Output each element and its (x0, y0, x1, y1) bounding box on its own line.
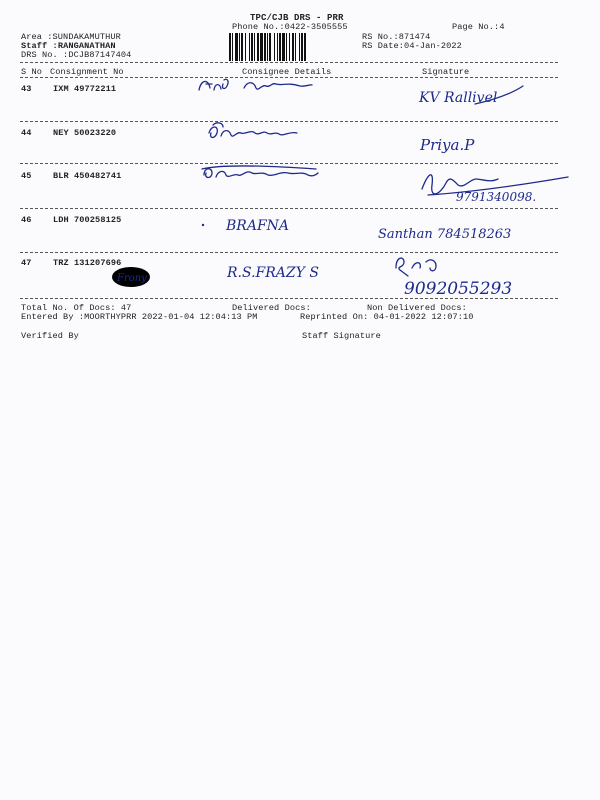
barcode-bar (251, 33, 253, 61)
area-field: Area :SUNDAKAMUTHUR (21, 32, 121, 42)
barcode-bar (299, 33, 300, 61)
consignee-handwriting (196, 74, 316, 96)
barcode-bar (257, 33, 259, 61)
row-consignment: NEY 50023220 (53, 128, 117, 138)
barcode-bar (229, 33, 231, 61)
stamp-mark (110, 262, 156, 290)
barcode-bar (260, 33, 263, 61)
staff-name: RANGANATHAN (57, 41, 116, 51)
signature-text: Priya.P (420, 136, 475, 154)
drs-number: DRS No. :DCJB87147404 (21, 50, 132, 60)
consignee-name: R.S.FRAZY S (227, 265, 319, 281)
divider (20, 62, 558, 63)
signature-text: Santhan 784518263 (378, 227, 512, 242)
barcode-bar (235, 33, 238, 61)
signature-handwriting (374, 216, 574, 250)
row-consignment: BLR 450482741 (53, 171, 122, 181)
barcode-bar (282, 33, 285, 61)
barcode-bar (239, 33, 240, 61)
consignee-name: BRAFNA (226, 218, 290, 234)
column-header-sno: S No (21, 67, 43, 77)
rs-number: RS No.:871474 (362, 32, 431, 42)
column-header-consignment: Consignment No (50, 67, 124, 77)
row-sno: 47 (21, 258, 32, 268)
barcode-bar (269, 33, 271, 61)
entered-by: Entered By :MOORTHYPRR 2022-01-04 12:04:13 PM (21, 312, 258, 322)
consignee-handwriting (225, 255, 365, 285)
consignee-handwriting (198, 161, 324, 185)
phone-number: Phone No.:0422-3505555 (232, 22, 348, 32)
column-header-consignee: Consignee Details (242, 67, 332, 77)
barcode-bar (289, 33, 290, 61)
barcode-bar (267, 33, 268, 61)
signature-handwriting (418, 125, 498, 161)
delivered-docs: Delivered Docs: (232, 303, 311, 313)
barcode-bar (301, 33, 303, 61)
barcode-bar (279, 33, 281, 61)
barcode-bar (249, 33, 250, 61)
reprinted-on: Reprinted On: 04-01-2022 12:07:10 (300, 312, 474, 322)
verified-by: Verified By (21, 331, 79, 341)
barcode-bar (241, 33, 243, 61)
consignee-handwriting (200, 209, 320, 237)
barcode-bar (286, 33, 287, 61)
row-divider (20, 298, 558, 299)
barcode-bar (292, 33, 294, 61)
total-docs: Total No. Of Docs: 47 (21, 303, 132, 313)
barcode-bar (245, 33, 246, 61)
row-sno: 46 (21, 215, 32, 225)
barcode-bar (274, 33, 275, 61)
barcode-bar (254, 33, 255, 61)
stamp-text: Frony (117, 273, 147, 284)
rs-date: RS Date:04-Jan-2022 (362, 41, 462, 51)
barcode-bar (295, 33, 296, 61)
row-consignment: TRZ 131207696 (53, 258, 122, 268)
signature-handwriting (418, 165, 584, 207)
row-sno: 45 (21, 171, 32, 181)
barcode-bar (277, 33, 278, 61)
phone-text: 9791340098. (456, 190, 537, 204)
staff-label: Staff : (21, 41, 58, 51)
consignee-handwriting (205, 121, 315, 143)
barcode-bar (264, 33, 266, 61)
phone-text: 9092055293 (404, 279, 513, 298)
row-sno: 44 (21, 128, 32, 138)
page-number: Page No.:4 (452, 22, 505, 32)
row-consignment: LDH 700258125 (53, 215, 122, 225)
row-consignment: IXM 49772211 (53, 84, 117, 94)
staff-signature: Staff Signature (302, 331, 381, 341)
row-sno: 43 (21, 84, 32, 94)
barcode (229, 33, 357, 61)
column-header-signature: Signature (422, 67, 470, 77)
signature-handwriting (390, 252, 560, 298)
barcode-bar (304, 33, 306, 61)
non-delivered-docs: Non Delivered Docs: (367, 303, 467, 313)
document-title: TPC/CJB DRS - PRR (250, 13, 344, 23)
barcode-bar (232, 33, 233, 61)
signature-handwriting (415, 80, 527, 112)
signature-text: KV Rallivel (419, 90, 498, 106)
